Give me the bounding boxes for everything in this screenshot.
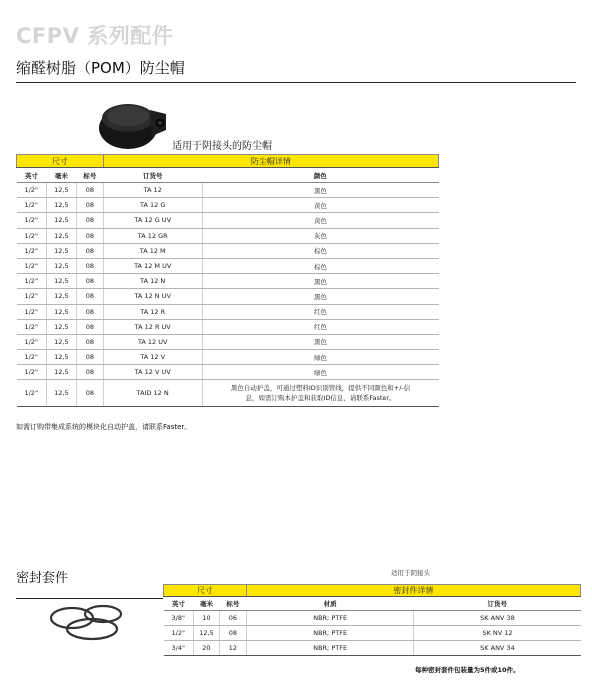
column-header: 英寸	[164, 597, 194, 611]
cell-detail: SK ANV 38	[414, 611, 581, 626]
section-divider	[16, 598, 163, 599]
table-row	[164, 626, 581, 641]
column-header: 颜色	[202, 168, 438, 183]
column-header: 标号	[76, 168, 103, 183]
cell-detail: 棕色	[202, 258, 438, 273]
cell-code: 12	[219, 641, 246, 656]
series-title: CFPV 系列配件	[16, 24, 174, 48]
cell-inch: 1/2"	[17, 350, 47, 365]
cell-order-no: TA 12 UV	[103, 334, 202, 349]
cell-code: 08	[76, 304, 103, 319]
seal-kit-pack-note: 每种密封套件包装量为5件或10件。	[415, 666, 520, 674]
cell-detail: 黑色	[202, 334, 438, 349]
seal-kit-table	[163, 584, 581, 656]
cell-order-no: TA 12 G UV	[103, 213, 202, 228]
cell-order-no: TA 12 M	[103, 243, 202, 258]
cell-mm: 12,5	[46, 198, 76, 213]
table-row	[17, 213, 439, 228]
section-title-seal-kit: 密封套件	[16, 571, 69, 586]
table-row	[17, 198, 439, 213]
cell-order-no: TA 12 R UV	[103, 319, 202, 334]
cell-code: 08	[76, 334, 103, 349]
cell-inch: 1/2"	[17, 365, 47, 380]
column-header: 材质	[246, 597, 414, 611]
table-row	[17, 304, 439, 319]
group-header-size: 尺寸	[17, 155, 104, 168]
note-line: 息，如需订购本护盖和获取ID信息，请联系Faster。	[245, 394, 396, 403]
cell-order-no: TAID 12 N	[103, 380, 202, 407]
table-row	[17, 380, 439, 407]
table-row	[17, 289, 439, 304]
cell-mm: 12,5	[46, 380, 76, 407]
cell-code: 08	[76, 274, 103, 289]
cell-mm: 12,5	[46, 365, 76, 380]
cell-inch: 1/2"	[17, 243, 47, 258]
cell-mm: 12,5	[46, 334, 76, 349]
dust-cap-photo	[98, 96, 170, 150]
cell-detail: 棕色	[202, 243, 438, 258]
cell-mm: 10	[193, 611, 219, 626]
cell-detail: 灰色	[202, 228, 438, 243]
cell-detail: SK NV 12	[414, 626, 581, 641]
dust-cap-footnote: 如需订购带集成系统的模块化自动护盖，请联系Faster。	[16, 423, 192, 431]
cell-code: 08	[76, 380, 103, 407]
table-row	[17, 243, 439, 258]
cell-order-no: TA 12	[103, 183, 202, 198]
cell-inch: 1/2"	[17, 258, 47, 273]
cell-code: 08	[76, 183, 103, 198]
cell-inch: 1/2"	[17, 213, 47, 228]
table-row	[17, 274, 439, 289]
cell-inch: 1/2"	[164, 626, 194, 641]
cell-order-no: NBR; PTFE	[246, 641, 414, 656]
cell-mm: 12,5	[46, 289, 76, 304]
table-row	[17, 258, 439, 273]
cell-note	[202, 380, 438, 407]
cell-inch: 1/2"	[17, 304, 47, 319]
cell-mm: 12,5	[46, 304, 76, 319]
cell-inch: 1/2"	[17, 228, 47, 243]
cell-inch: 3/8"	[164, 611, 194, 626]
cell-code: 08	[76, 289, 103, 304]
cell-order-no: TA 12 V UV	[103, 365, 202, 380]
cell-order-no: TA 12 GR	[103, 228, 202, 243]
table-row	[17, 228, 439, 243]
cell-code: 08	[76, 243, 103, 258]
cell-code: 08	[76, 198, 103, 213]
cell-order-no: TA 12 V	[103, 350, 202, 365]
cell-detail: 黄色	[202, 198, 438, 213]
table-row	[17, 350, 439, 365]
column-header: 订货号	[103, 168, 202, 183]
group-header-cap-details: 防尘帽详情	[103, 155, 438, 168]
cell-mm: 12,5	[46, 228, 76, 243]
cell-code: 08	[76, 319, 103, 334]
cell-code: 08	[76, 365, 103, 380]
cell-mm: 12,5	[46, 258, 76, 273]
cell-order-no: TA 12 M UV	[103, 258, 202, 273]
cell-detail: 绿色	[202, 350, 438, 365]
cell-code: 08	[76, 213, 103, 228]
cell-inch: 1/2"	[17, 319, 47, 334]
table-row	[164, 611, 581, 626]
cell-code: 08	[76, 350, 103, 365]
seal-kit-subtitle: 适用于阴接头	[391, 569, 430, 577]
table-row	[164, 641, 581, 656]
cell-inch: 3/4"	[164, 641, 194, 656]
note-line: 黑色自动护盖，可通过塑料ID识别管线，提供不同颜色和+/-信	[230, 384, 411, 393]
cell-code: 08	[219, 626, 246, 641]
cell-order-no: TA 12 G	[103, 198, 202, 213]
cell-inch: 1/2"	[17, 289, 47, 304]
cell-detail: 红色	[202, 319, 438, 334]
table-row	[17, 319, 439, 334]
section-title-dust-cap: 缩醛树脂（POM）防尘帽	[16, 59, 185, 77]
cell-inch: 1/2"	[17, 334, 47, 349]
cell-mm: 12,5	[46, 213, 76, 228]
cell-mm: 12,5	[46, 319, 76, 334]
table-row	[17, 365, 439, 380]
cell-detail: 黄色	[202, 213, 438, 228]
cell-detail: 绿色	[202, 365, 438, 380]
cell-order-no: NBR; PTFE	[246, 611, 414, 626]
table-row	[17, 334, 439, 349]
group-header-seal-details: 密封件详情	[246, 585, 580, 597]
cell-inch: 1/2"	[17, 274, 47, 289]
cell-inch: 1/2"	[17, 183, 47, 198]
cell-detail: 黑色	[202, 183, 438, 198]
column-header: 英寸	[17, 168, 47, 183]
cell-mm: 12,5	[46, 183, 76, 198]
cell-mm: 12,5	[46, 243, 76, 258]
column-header: 毫米	[193, 597, 219, 611]
cell-mm: 20	[193, 641, 219, 656]
cell-detail: 红色	[202, 304, 438, 319]
cell-mm: 12,5	[46, 274, 76, 289]
cell-mm: 12,5	[46, 350, 76, 365]
column-header: 标号	[219, 597, 246, 611]
cell-order-no: TA 12 N UV	[103, 289, 202, 304]
section-divider	[16, 82, 576, 83]
column-header: 毫米	[46, 168, 76, 183]
column-header: 订货号	[414, 597, 581, 611]
cell-order-no: NBR; PTFE	[246, 626, 414, 641]
dust-cap-table	[16, 154, 439, 407]
dust-cap-caption: 适用于阴接头的防尘帽	[172, 141, 272, 152]
cell-order-no: TA 12 N	[103, 274, 202, 289]
cell-code: 08	[76, 228, 103, 243]
group-header-size: 尺寸	[164, 585, 247, 597]
cell-detail: SK ANV 34	[414, 641, 581, 656]
cell-code: 08	[76, 258, 103, 273]
cell-inch: 1/2"	[17, 198, 47, 213]
cell-order-no: TA 12 R	[103, 304, 202, 319]
cell-inch: 1/2"	[17, 380, 47, 407]
table-row	[17, 183, 439, 198]
cell-detail: 黑色	[202, 289, 438, 304]
cell-mm: 12,5	[193, 626, 219, 641]
cell-code: 06	[219, 611, 246, 626]
o-ring-set-illustration	[48, 601, 132, 641]
cell-detail: 黑色	[202, 274, 438, 289]
